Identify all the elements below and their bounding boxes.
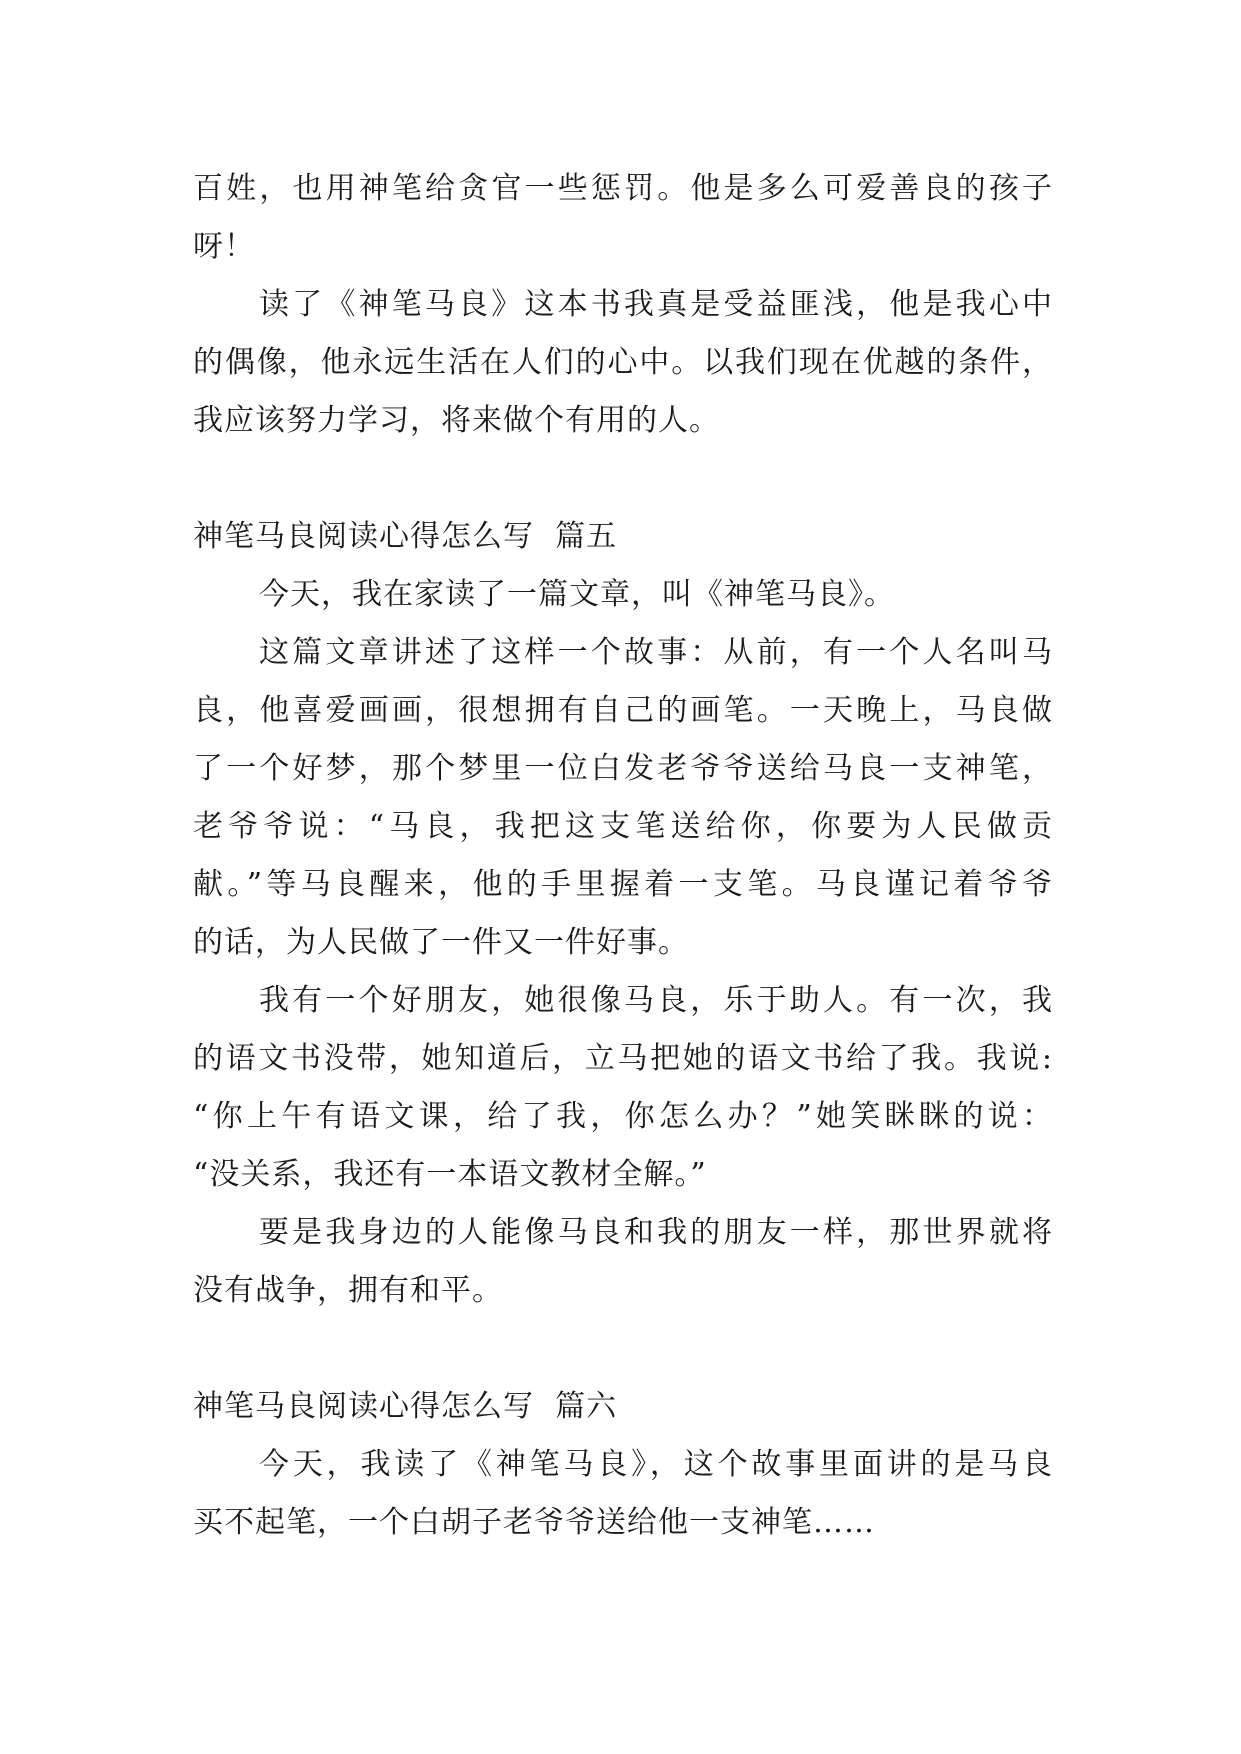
paragraph bbox=[193, 1436, 1053, 1552]
paragraph bbox=[193, 972, 1053, 1204]
text-line: 今天，我读了《神笔马良》，这个故事里面讲的是马良 bbox=[259, 1447, 1053, 1482]
text-line: 今天，我在家读了一篇文章，叫《神笔马良》。 bbox=[259, 577, 895, 612]
text-line: 这篇文章讲述了这样一个故事：从前，有一个人名叫马 bbox=[259, 635, 1053, 670]
section-heading: 神笔马良阅读心得怎么写 篇五 bbox=[193, 519, 618, 554]
paragraph bbox=[193, 1204, 1053, 1320]
text-line: 老爷爷说：“马良，我把这支笔送给你，你要为人民做贡 bbox=[193, 809, 1053, 844]
text-line: 了一个好梦，那个梦里一位白发老爷爷送给马良一支神笔， bbox=[193, 751, 1053, 786]
paragraph bbox=[193, 276, 1053, 450]
text-line: “没关系，我还有一本语文教材全解。” bbox=[193, 1157, 707, 1192]
text-line: 献。”等马良醒来，他的手里握着一支笔。马良谨记着爷爷 bbox=[193, 867, 1053, 902]
text-line: 的话，为人民做了一件又一件好事。 bbox=[193, 925, 689, 960]
text-line: 良，他喜爱画画，很想拥有自己的画笔。一天晚上，马良做 bbox=[193, 693, 1053, 728]
text-line: 的语文书没带，她知道后，立马把她的语文书给了我。我说: bbox=[193, 1041, 1053, 1076]
spacer bbox=[193, 1320, 1053, 1378]
text-line: 要是我身边的人能像马良和我的朋友一样，那世界就将 bbox=[259, 1215, 1053, 1250]
spacer bbox=[193, 450, 1053, 508]
text-line: 没有战争，拥有和平。 bbox=[193, 1273, 503, 1308]
section-heading: 神笔马良阅读心得怎么写 篇六 bbox=[193, 1389, 618, 1424]
text-line: 我应该努力学习，将来做个有用的人。 bbox=[193, 403, 720, 438]
text-line: 读了《神笔马良》这本书我真是受益匪浅，他是我心中 bbox=[259, 287, 1053, 322]
document-page bbox=[193, 160, 1053, 1552]
paragraph bbox=[193, 566, 1053, 624]
text-line: 买不起笔，一个白胡子老爷爷送给他一支神笔…… bbox=[193, 1505, 875, 1540]
text-line: 的偶像，他永远生活在人们的心中。以我们现在优越的条件， bbox=[193, 345, 1053, 380]
paragraph bbox=[193, 624, 1053, 972]
text-line: 我有一个好朋友，她很像马良，乐于助人。有一次，我 bbox=[259, 983, 1053, 1018]
paragraph bbox=[193, 160, 1053, 276]
text-line: “你上午有语文课，给了我，你怎么办？”她笑眯眯的说： bbox=[193, 1099, 1053, 1134]
text-line: 呀！ bbox=[193, 229, 255, 264]
text-line: 百姓，也用神笔给贪官一些惩罚。他是多么可爱善良的孩子 bbox=[193, 171, 1053, 206]
